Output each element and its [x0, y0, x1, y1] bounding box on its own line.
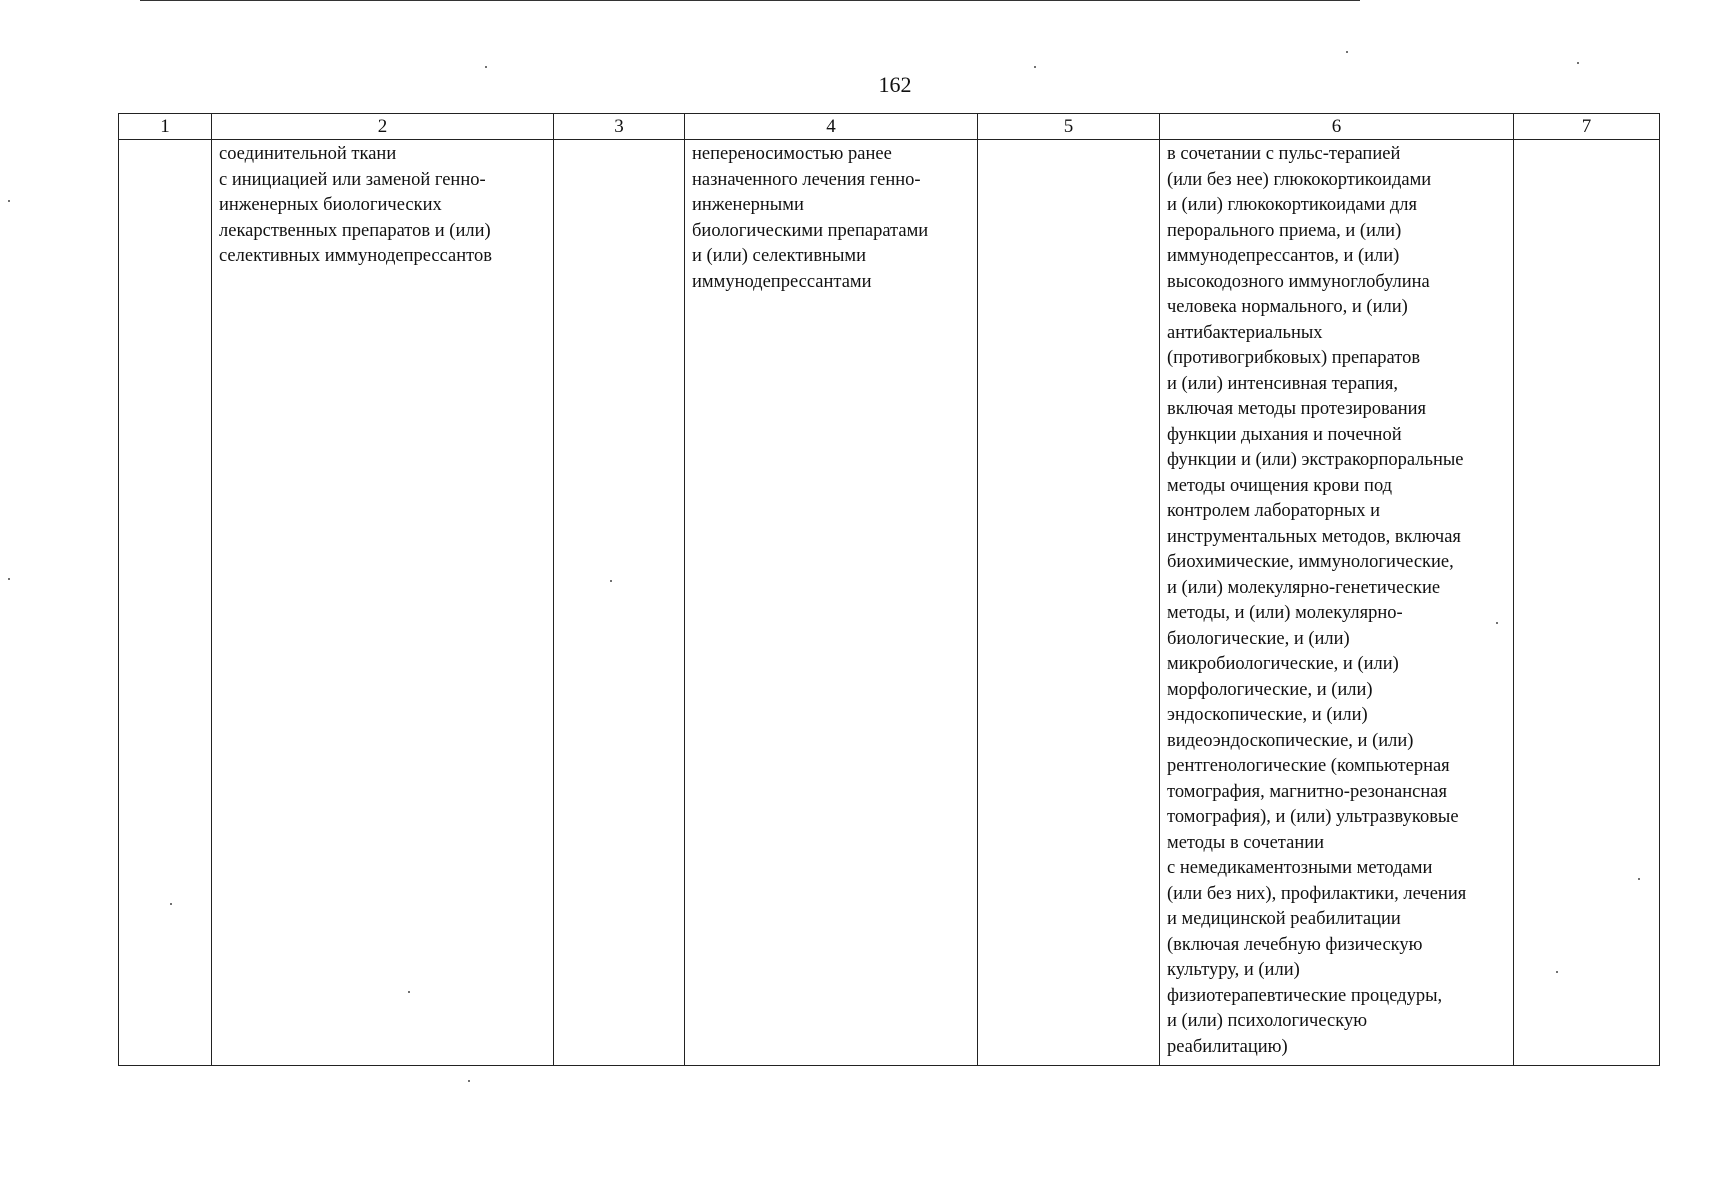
scan-speck — [8, 200, 10, 202]
document-table — [118, 113, 1660, 1066]
table-cell-col6 — [1160, 140, 1514, 1066]
table-cell-col5 — [978, 140, 1160, 1066]
column-header-3: 3 — [554, 114, 685, 140]
cell-text-col4: непереносимостью ранее назначенного лечения генно- инженерными биологическими препаратами и (или) селективными иммунодепрессантами — [692, 144, 929, 292]
table-cell-col4 — [685, 140, 978, 1066]
table-header-row — [119, 114, 1660, 140]
scan-speck — [1556, 971, 1558, 973]
column-header-2: 2 — [212, 114, 554, 140]
column-header-4: 4 — [685, 114, 978, 140]
scan-speck — [485, 66, 487, 68]
page-number: 162 — [878, 72, 912, 97]
table-row — [119, 140, 1660, 1066]
cell-text-col3 — [554, 140, 684, 142]
table-cell-col2 — [212, 140, 554, 1066]
scan-speck — [1034, 66, 1036, 68]
cell-text-col7 — [1514, 140, 1659, 142]
scan-speck — [1638, 878, 1640, 880]
table-cell-col1 — [119, 140, 212, 1066]
cell-text-col2: соединительной ткани с инициацией или заменой генно- инженерных биологических лекарственных препаратов и (или) селективных иммунодепрессантов — [219, 144, 492, 266]
scan-speck — [408, 991, 410, 993]
scan-speck — [468, 1080, 470, 1082]
top-rule — [140, 0, 1360, 1]
scan-speck — [610, 580, 612, 582]
scan-speck — [1577, 62, 1579, 64]
column-header-5: 5 — [978, 114, 1160, 140]
cell-text-col1 — [119, 140, 211, 142]
cell-text-col5 — [978, 140, 1159, 142]
column-header-6: 6 — [1160, 114, 1514, 140]
table-cell-col7 — [1514, 140, 1660, 1066]
scan-speck — [8, 578, 10, 580]
cell-text-col6: в сочетании с пульс-терапией (или без нее) глюкокортикоидами и (или) глюкокортикоидами для перорального приема, и (или) иммунодепрессантов, и (или) высокодозного иммуноглобулина человека нормального, и (или) антибактериальных (противогрибковых) препаратов и (или) интенсивная терапия, включая методы протезирования функции дыхания и почечной функции и (или) экстракорпоральные методы очищения крови под контролем лабораторных и инструментальных методов, включая биохимические, иммунологические, и (или) молекулярно-генетические методы, и (или) молекулярно- биологические, и (или) микробиологические, и (или) морфологические, и (или) эндоскопические, и (или) видеоэндоскопические, и (или) рентгенологические (компьютерная томография, магнитно-резонансная томография), и (или) ультразвуковые методы в сочетании с немедикаментозными методами (или без них), профилактики, лечения и медицинской реабилитации (включая лечебную физическую культуру, и (или) физиотерапевтические процедуры, и (или) психологическую реабилитацию) — [1167, 144, 1467, 1057]
scan-speck — [170, 903, 172, 905]
column-header-1: 1 — [119, 114, 212, 140]
scan-speck — [1496, 622, 1498, 624]
scan-speck — [1346, 51, 1348, 53]
column-header-7: 7 — [1514, 114, 1660, 140]
table-cell-col3 — [554, 140, 685, 1066]
